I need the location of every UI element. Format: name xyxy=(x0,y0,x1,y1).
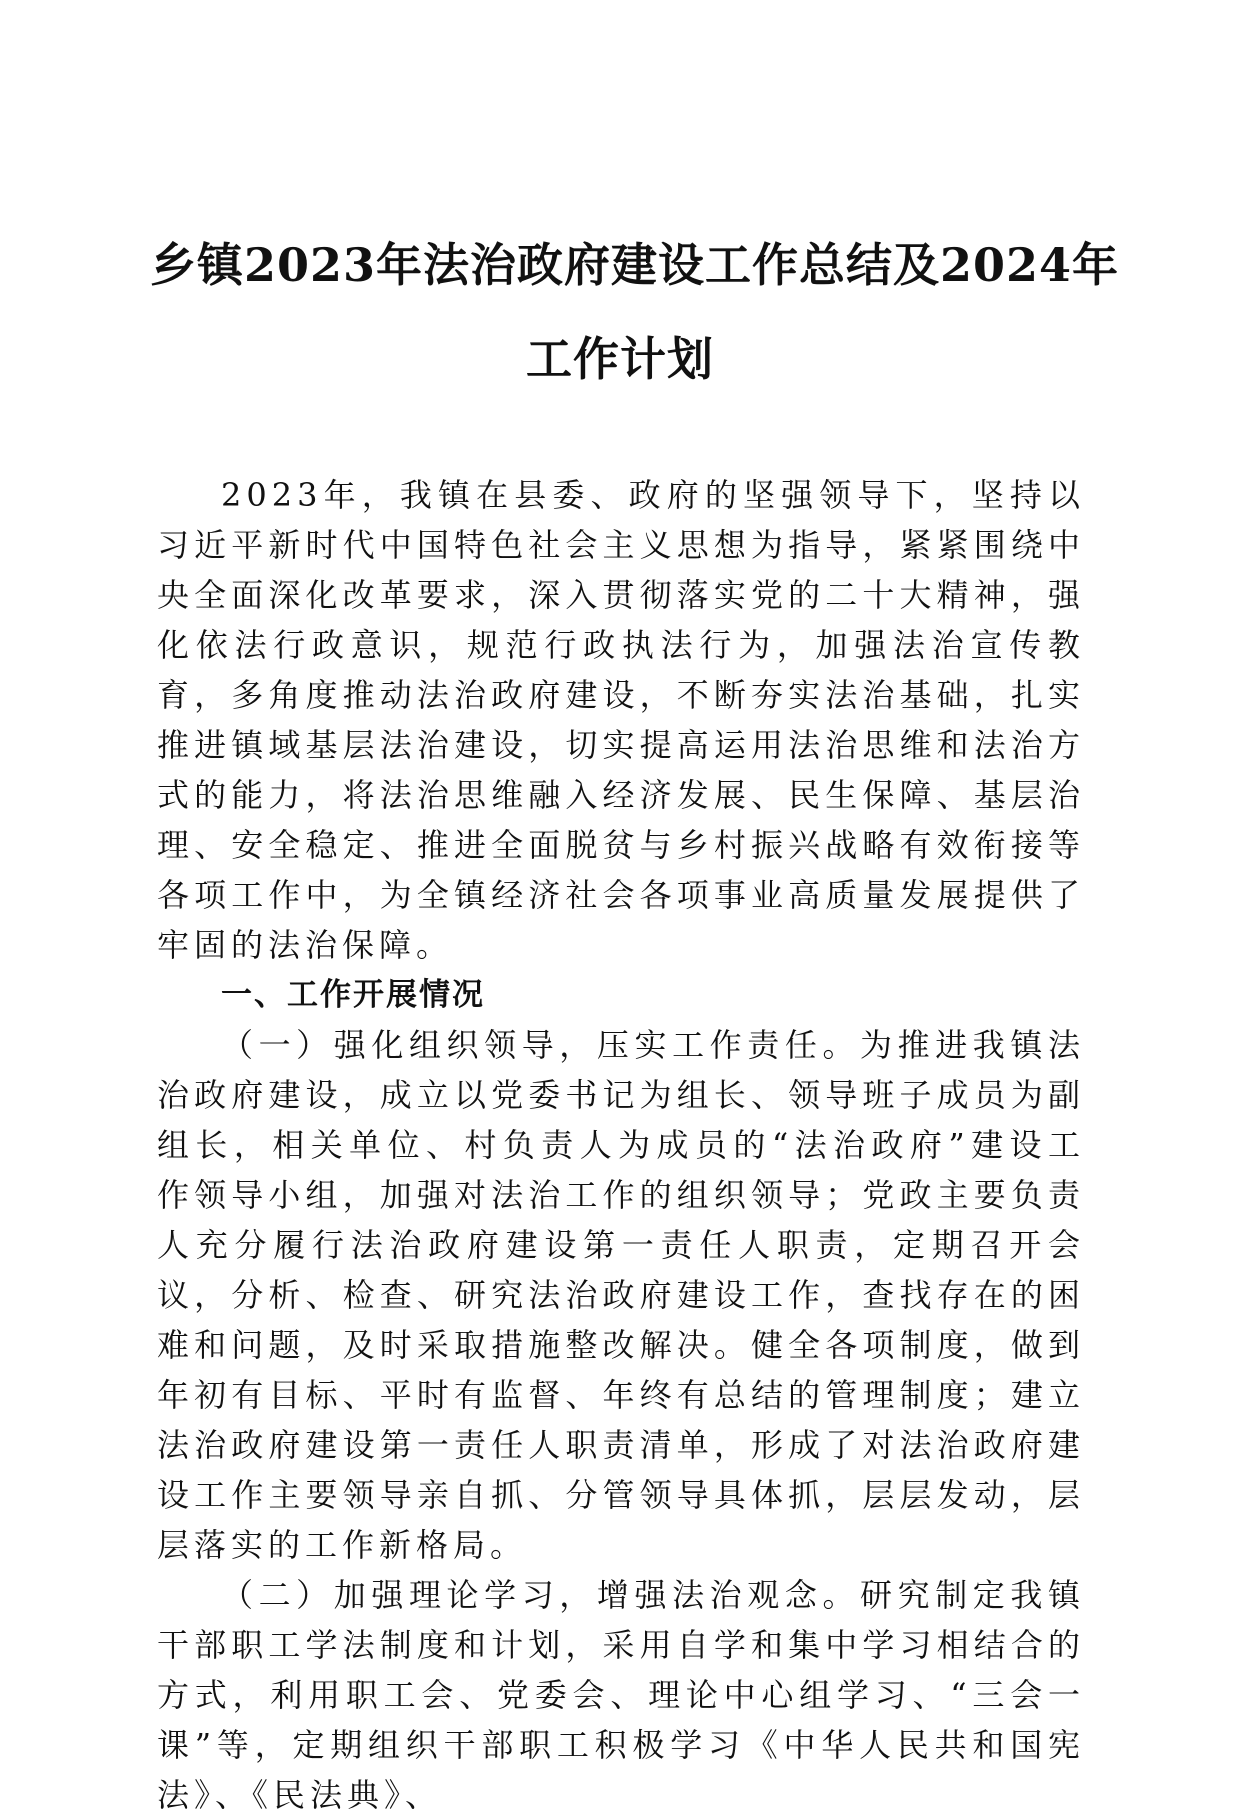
document-body xyxy=(157,470,1085,1820)
section-heading-1: 一、工作开展情况 xyxy=(221,977,485,1013)
paragraph-1: （一）强化组织领导，压实工作责任。为推进我镇法治政府建设，成立以党委书记为组长、领导班子成员为副组长，相关单位、村负责人为成员的“法治政府”建设工作领导小组，加强对法治工作的组织领导；党政主要负责人充分履行法治政府建设第一责任人职责，定期召开会议，分析、检查、研究法治政府建设工作，查找存在的困难和问题，及时采取措施整改解决。健全各项制度，做到年初有目标、平时有监督、年终有总结的管理制度；建立法治政府建设第一责任人职责清单，形成了对法治政府建设工作主要领导亲自抓、分管领导具体抓，层层发动，层层落实的工作新格局。 xyxy=(157,1026,1085,1564)
document-title xyxy=(150,218,1120,406)
title-line-2: 工作计划 xyxy=(526,332,714,386)
title-line-1: 乡镇2023年法治政府建设工作总结及2024年 xyxy=(150,238,1120,292)
intro-paragraph: 2023年，我镇在县委、政府的坚强领导下，坚持以习近平新时代中国特色社会主义思想为指导，紧紧围绕中央全面深化改革要求，深入贯彻落实党的二十大精神，强化依法行政意识，规范行政执法行为，加强法治宣传教育，多角度推动法治政府建设，不断夯实法治基础，扎实推进镇域基层法治建设，切实提高运用法治思维和法治方式的能力，将法治思维融入经济发展、民生保障、基层治理、安全稳定、推进全面脱贫与乡村振兴战略有效衔接等各项工作中，为全镇经济社会各项事业高质量发展提供了牢固的法治保障。 xyxy=(157,476,1085,964)
paragraph-2: （二）加强理论学习，增强法治观念。研究制定我镇干部职工学法制度和计划，采用自学和集中学习相结合的方式，利用职工会、党委会、理论中心组学习、“三会一课”等，定期组织干部职工积极学习《中华人民共和国宪法》、《民法典》、 xyxy=(157,1576,1085,1814)
